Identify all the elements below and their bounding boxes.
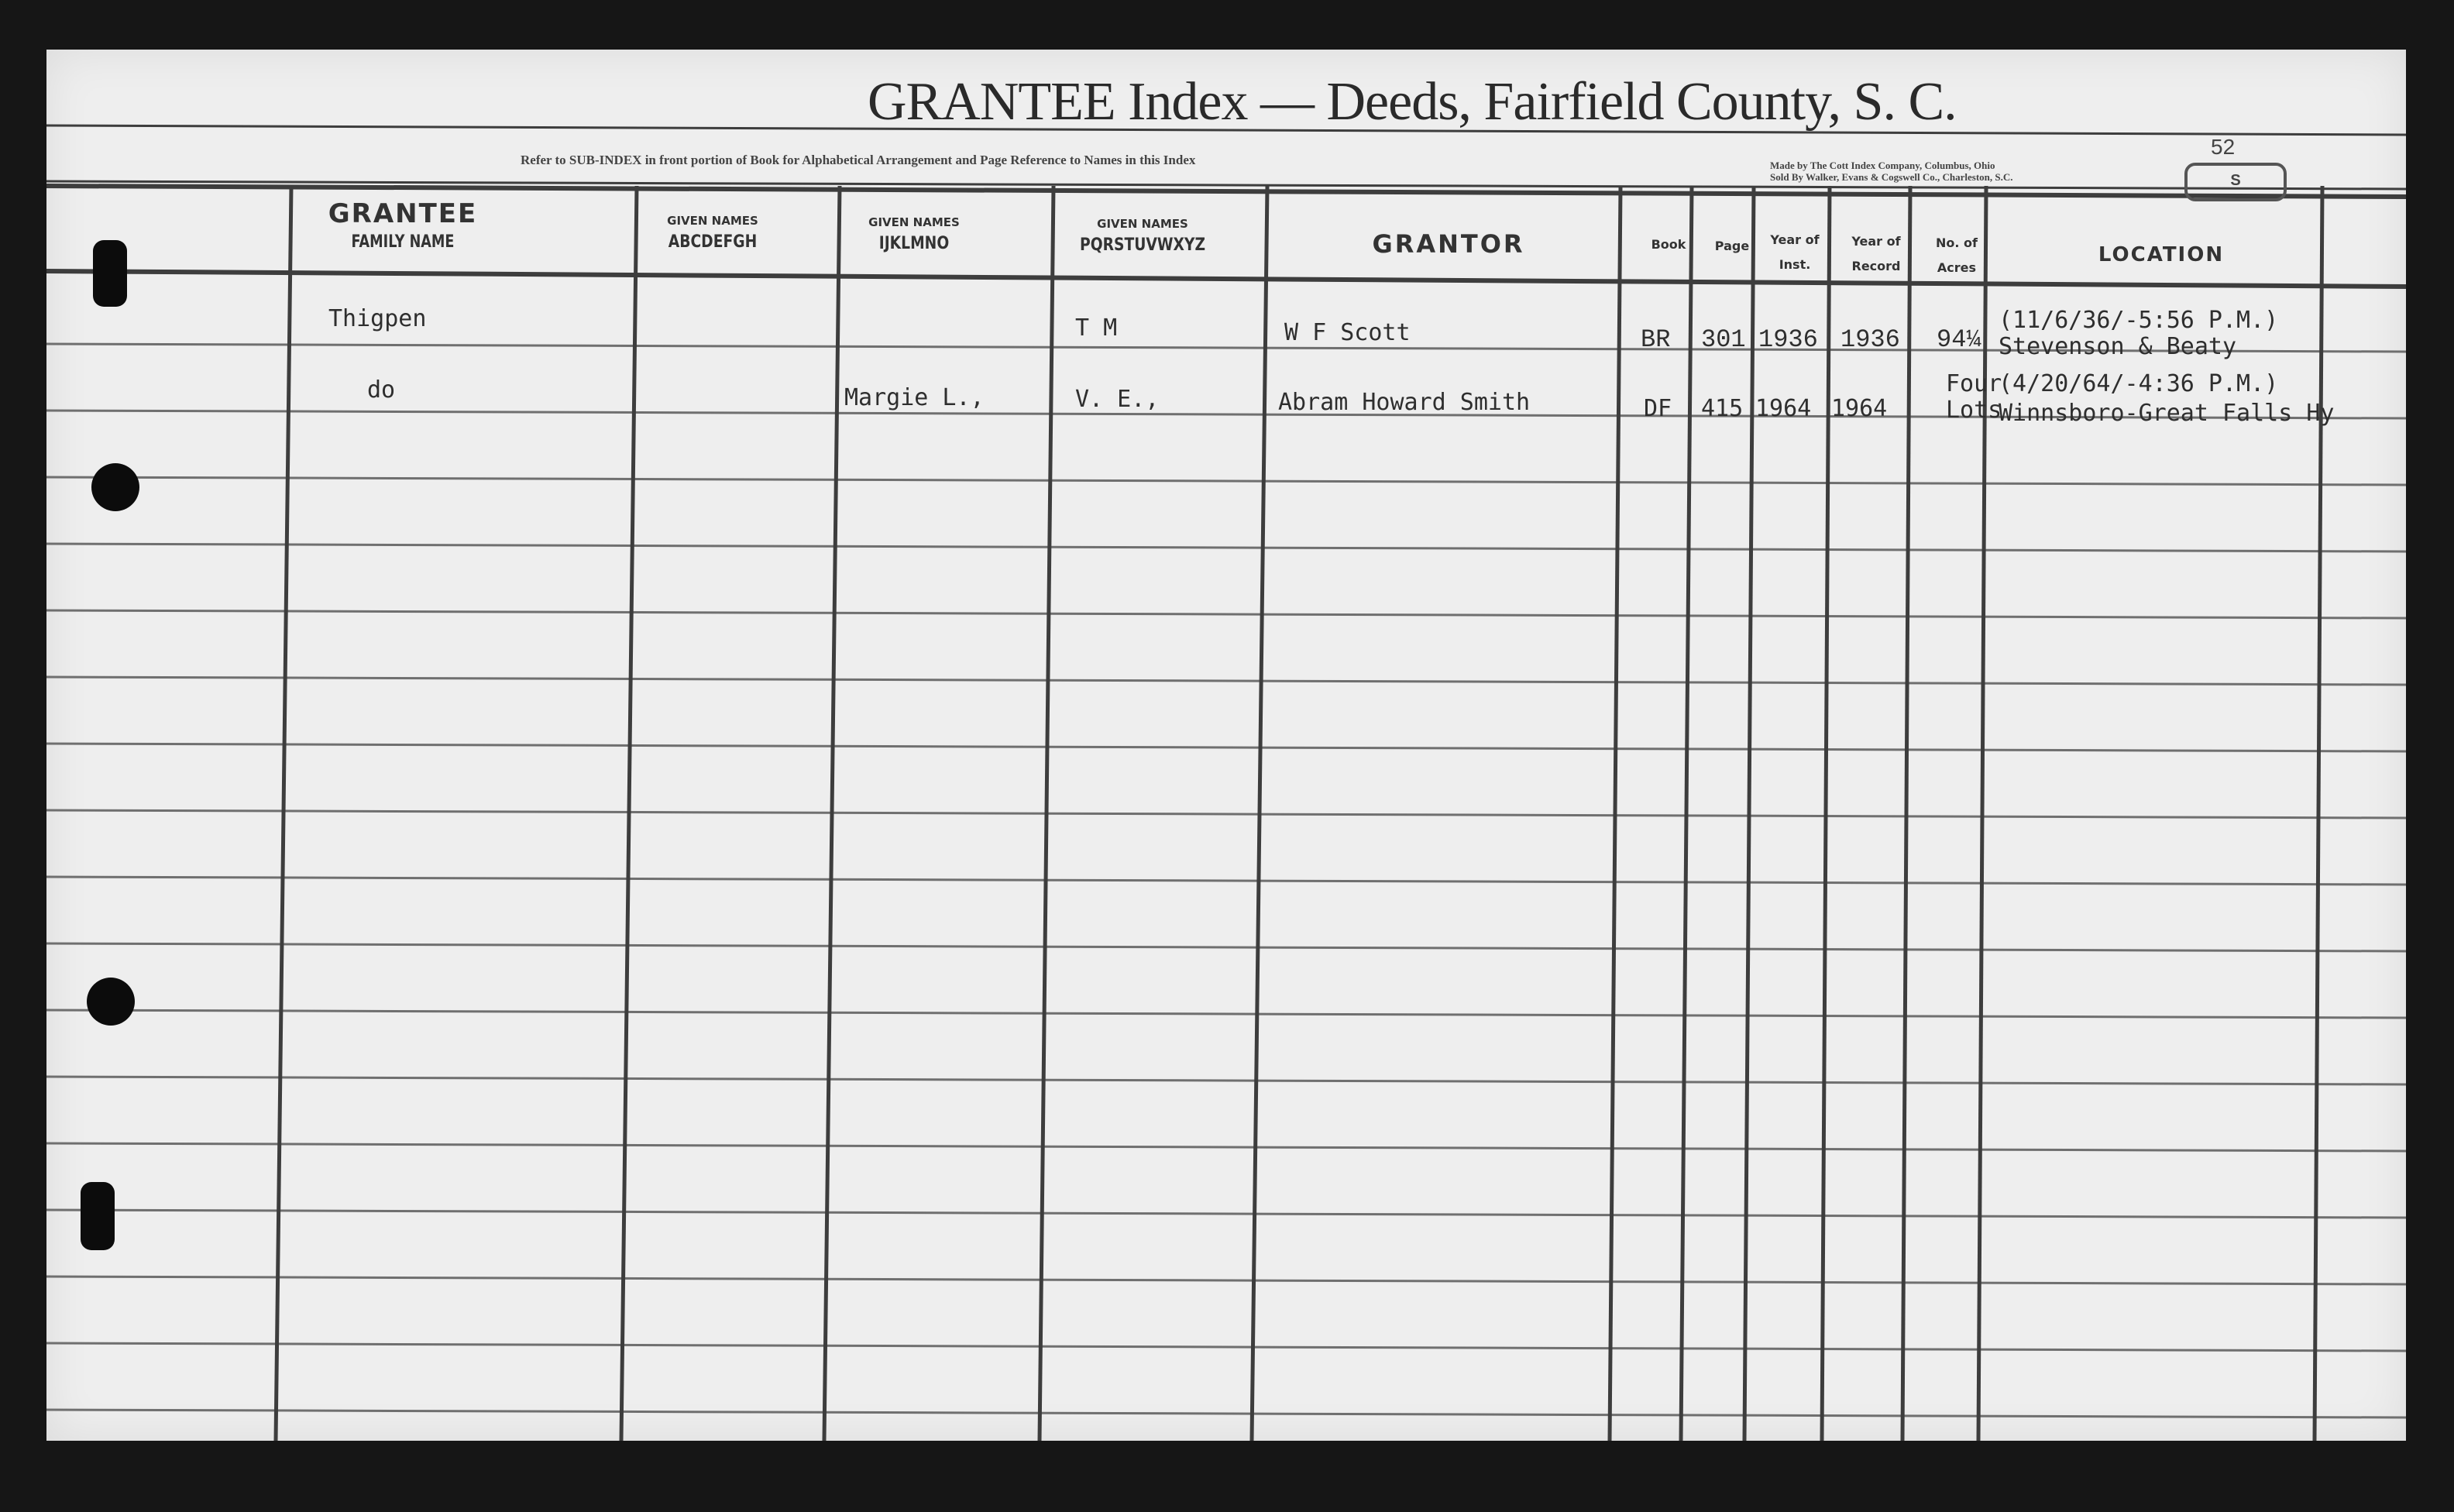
- column-divider: [2315, 186, 2322, 1441]
- given-names-letters: IJKLMNO: [878, 234, 950, 253]
- ruled-line: [46, 1277, 2406, 1284]
- ruled-line: [46, 1143, 2406, 1151]
- book-cell: DF: [1644, 395, 1672, 422]
- acres-label-1: No. of: [1936, 235, 1978, 250]
- column-divider: [1610, 186, 1621, 1441]
- location-line-2: Stevenson & Beaty: [1999, 333, 2237, 360]
- header-bottom-rule: [46, 271, 2406, 287]
- acres-cell-line-2: Lots: [1946, 397, 2002, 424]
- year-record-header: [1837, 229, 1915, 279]
- family-name-label: FAMILY NAME: [351, 232, 455, 252]
- column-divider: [1681, 186, 1692, 1441]
- given-names-label: GIVEN NAMES: [667, 214, 758, 228]
- book-header: Book: [1651, 237, 1686, 252]
- location-header: LOCATION: [2098, 243, 2225, 266]
- acres-cell: 94¼: [1937, 325, 1981, 354]
- grantor-cell: W F Scott: [1284, 319, 1411, 346]
- card-title: GRANTEE Index — Deeds, Fairfield County, S. C.: [868, 72, 1957, 132]
- binder-slot-top: [93, 240, 127, 307]
- ruled-line: [46, 1343, 2406, 1351]
- given-names-label: GIVEN NAMES: [1097, 217, 1188, 231]
- column-divider: [1822, 186, 1830, 1441]
- column-divider: [621, 186, 637, 1441]
- location-line-1: (11/6/36/-5:56 P.M.): [1999, 307, 2279, 334]
- page-cell: 301: [1701, 325, 1746, 354]
- given-names-ijklmno-header: [837, 215, 992, 253]
- grantee-header: [287, 198, 519, 252]
- given-names-pqrstuvwxyz-header: [1046, 217, 1239, 255]
- given-names-letters: ABCDEFGH: [668, 232, 758, 252]
- book-cell: BR: [1641, 325, 1671, 354]
- acres-label-2: Acres: [1937, 260, 1977, 275]
- year-record-cell: 1964: [1831, 395, 1888, 422]
- acres-cell: Four: [1946, 370, 2002, 397]
- ruled-line: [46, 943, 2406, 951]
- acres-header: [1918, 231, 1995, 280]
- page-number: 52: [2211, 135, 2236, 159]
- ruled-line: [46, 544, 2406, 552]
- ruled-line: [46, 677, 2406, 685]
- family-name-cell: do: [367, 376, 396, 404]
- given-names-letters: PQRSTUVWXYZ: [1079, 235, 1206, 255]
- location-line-1: (4/20/64/-4:36 P.M.): [1999, 370, 2279, 397]
- family-name-cell: Thigpen: [328, 305, 427, 332]
- ruled-line: [46, 1010, 2406, 1018]
- page-header: Page: [1714, 239, 1750, 253]
- publisher-line-2: Sold By Walker, Evans & Cogswell Co., Charleston, S.C.: [1770, 171, 2013, 183]
- given-names-pqrstuvwxyz-cell: T M: [1075, 314, 1118, 342]
- ruled-line: [46, 1410, 2406, 1418]
- year-record-cell: 1936: [1840, 325, 1900, 354]
- year-inst-header: [1760, 228, 1830, 277]
- page-letter-badge: S: [2184, 163, 2287, 201]
- column-divider: [1744, 186, 1754, 1441]
- grantee-title: GRANTEE: [328, 198, 478, 229]
- ruled-line: [46, 610, 2406, 618]
- grantor-header: GRANTOR: [1372, 229, 1525, 259]
- year-record-label-2: Record: [1851, 259, 1901, 273]
- year-inst-cell: 1964: [1755, 395, 1812, 422]
- given-names-label: GIVEN NAMES: [868, 215, 960, 229]
- page-cell: 415: [1701, 395, 1744, 422]
- binder-hole-1: [91, 463, 139, 511]
- publisher-line-1: Made by The Cott Index Company, Columbus, Ohio: [1770, 160, 1995, 171]
- column-divider: [276, 186, 291, 1441]
- year-inst-cell: 1936: [1758, 325, 1818, 354]
- ruled-line: [46, 1077, 2406, 1084]
- given-names-pqrstuvwxyz-cell: V. E.,: [1075, 386, 1160, 413]
- year-inst-label-2: Inst.: [1779, 257, 1811, 272]
- ruled-line: [46, 877, 2406, 885]
- index-card: [46, 50, 2406, 1441]
- location-line-2: Winnsboro-Great Falls Hy: [1999, 400, 2335, 427]
- year-inst-label-1: Year of: [1770, 232, 1820, 247]
- sub-index-note: Refer to SUB-INDEX in front portion of Book for Alphabetical Arrangement and Page Reference to Names in this Index: [521, 153, 1196, 167]
- year-record-label-1: Year of: [1851, 234, 1901, 249]
- grantor-cell: Abram Howard Smith: [1278, 389, 1531, 416]
- ruled-line: [46, 744, 2406, 751]
- column-divider: [1902, 186, 1910, 1441]
- given-names-ijklmno-cell: Margie L.,: [844, 384, 985, 411]
- binder-hole-2: [87, 978, 135, 1026]
- given-names-abcdefgh-header: [635, 214, 790, 252]
- ruled-line: [46, 1210, 2406, 1218]
- binder-slot-bottom: [81, 1182, 115, 1250]
- ruled-line: [46, 810, 2406, 818]
- publisher-note: [1770, 160, 2013, 183]
- ruled-line: [46, 477, 2406, 485]
